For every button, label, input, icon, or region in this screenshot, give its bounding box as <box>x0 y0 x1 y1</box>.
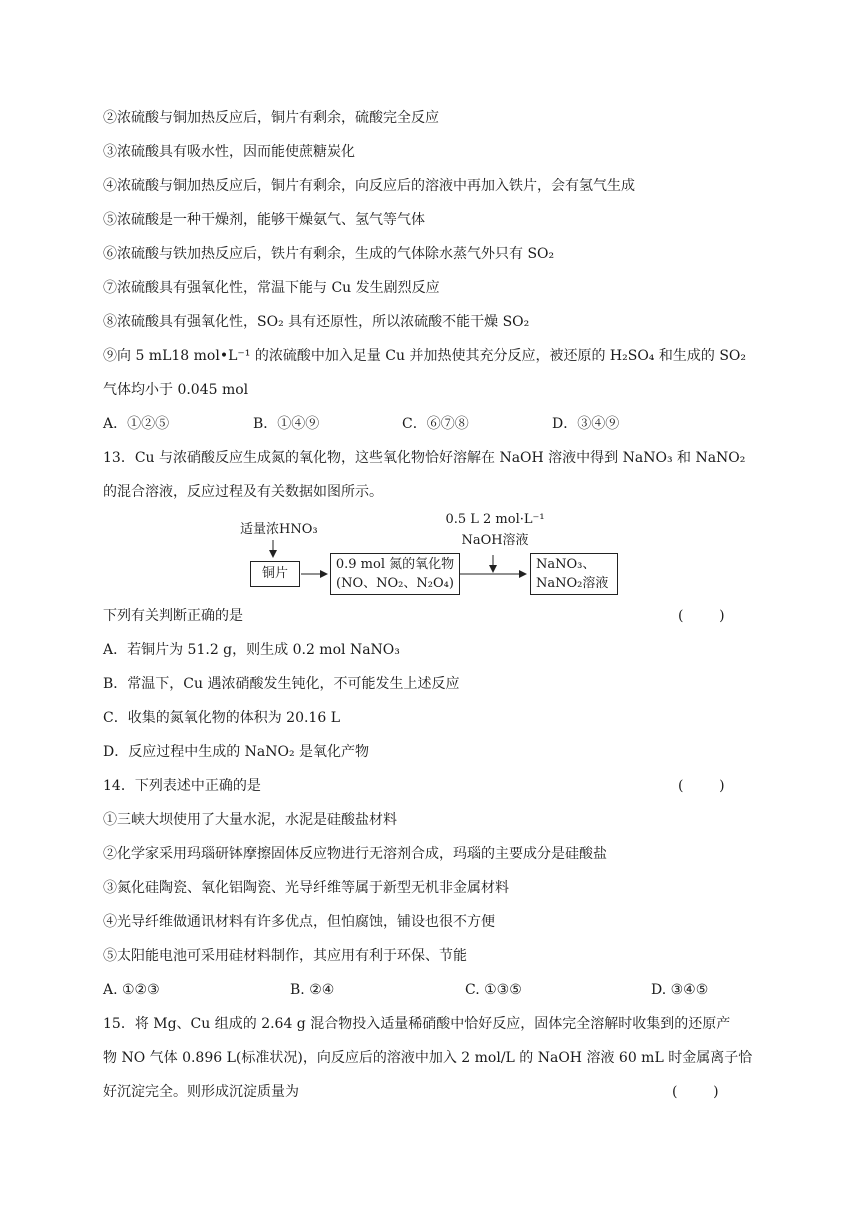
q13-option-d: D．反应过程中生成的 NaNO₂ 是氧化产物 <box>103 744 370 760</box>
q13-option-c: C．收集的氮氧化物的体积为 20.16 L <box>103 710 340 726</box>
q12-option-b: B．①④⑨ <box>253 416 320 432</box>
q12-item-3: ③浓硫酸具有吸水性，因而能使蔗糖炭化 <box>103 144 355 160</box>
q12-item-9-cont: 气体均小于 0.045 mol <box>103 382 249 398</box>
q14-option-b: B. ②④ <box>290 982 335 998</box>
oxides-box-line-1: 0.9 mol 氮的氧化物 <box>335 557 455 572</box>
q13-prompt: 下列有关判断正确的是 <box>103 608 243 624</box>
q13-option-b: B．常温下，Cu 遇浓硝酸发生钝化，不可能发生上述反应 <box>103 676 460 692</box>
q13-answer-paren: ( ) <box>678 608 725 624</box>
naoh-label-line-2: NaOH溶液 <box>461 533 529 548</box>
q13-flow-diagram <box>230 510 650 610</box>
q14-item-1: ①三峡大坝使用了大量水泥，水泥是硅酸盐材料 <box>103 812 397 828</box>
q12-item-8: ⑧浓硫酸具有强氧化性，SO₂ 具有还原性，所以浓硫酸不能干燥 SO₂ <box>103 314 530 330</box>
q14-item-5: ⑤太阳能电池可采用硅材料制作，其应用有利于环保、节能 <box>103 948 467 964</box>
products-box-line-2: NaNO₂溶液 <box>536 576 609 591</box>
q15-stem-line-3: 好沉淀完全。则形成沉淀质量为 <box>103 1084 299 1100</box>
q12-option-c: C．⑥⑦⑧ <box>402 416 469 432</box>
products-box <box>530 553 618 595</box>
q15-answer-paren: ( ) <box>672 1084 719 1100</box>
q12-item-9: ⑨向 5 mL18 mol•L⁻¹ 的浓硫酸中加入足量 Cu 并加热使其充分反应，被还原的 H₂SO₄ 和生成的 SO₂ <box>103 348 746 364</box>
naoh-label-line-1: 0.5 L 2 mol·L⁻¹ <box>445 512 545 527</box>
q14-option-c: C. ①③⑤ <box>465 982 522 998</box>
copper-box-label: 铜片 <box>261 566 288 581</box>
q13-stem-line-2: 的混合溶液，反应过程及有关数据如图所示。 <box>103 484 383 500</box>
q12-item-6: ⑥浓硫酸与铁加热反应后，铁片有剩余，生成的气体除水蒸气外只有 SO₂ <box>103 246 555 262</box>
q14-item-3: ③氮化硅陶瓷、氧化铝陶瓷、光导纤维等属于新型无机非金属材料 <box>103 880 509 896</box>
q14-answer-paren: ( ) <box>678 778 725 794</box>
q12-option-d: D．③④⑨ <box>552 416 620 432</box>
q14-option-a: A. ①②③ <box>103 982 160 998</box>
q14-option-d: D. ③④⑤ <box>651 982 709 998</box>
oxides-box <box>330 553 460 595</box>
copper-box <box>250 561 300 587</box>
reagent-hno3-label: 适量浓HNO₃ <box>240 522 318 537</box>
q13-stem-line-1: 13．Cu 与浓硝酸反应生成氮的氧化物，这些氧化物恰好溶解在 NaOH 溶液中得到 NaNO₃ 和 NaNO₂ <box>103 450 746 466</box>
q14-stem: 14．下列表述中正确的是 <box>103 778 261 794</box>
q15-stem-line-2: 物 NO 气体 0.896 L(标准状况)，向反应后的溶液中加入 2 mol/L 的 NaOH 溶液 60 mL 时金属离子恰 <box>103 1050 753 1066</box>
q12-item-7: ⑦浓硫酸具有强氧化性，常温下能与 Cu 发生剧烈反应 <box>103 280 440 296</box>
q14-item-2: ②化学家采用玛瑙研钵摩擦固体反应物进行无溶剂合成，玛瑙的主要成分是硅酸盐 <box>103 846 607 862</box>
q12-item-4: ④浓硫酸与铜加热反应后，铜片有剩余，向反应后的溶液中再加入铁片，会有氢气生成 <box>103 178 635 194</box>
q13-option-a: A．若铜片为 51.2 g，则生成 0.2 mol NaNO₃ <box>103 642 400 658</box>
q12-option-a: A．①②⑤ <box>103 416 170 432</box>
products-box-line-1: NaNO₃、 <box>536 557 596 572</box>
q12-item-2: ②浓硫酸与铜加热反应后，铜片有剩余，硫酸完全反应 <box>103 110 439 126</box>
q15-stem-line-1: 15．将 Mg、Cu 组成的 2.64 g 混合物投入适量稀硝酸中恰好反应，固体完全溶解时收集到的还原产 <box>103 1016 731 1032</box>
oxides-box-line-2: (NO、NO₂、N₂O₄) <box>336 576 454 591</box>
q12-item-5: ⑤浓硫酸是一种干燥剂，能够干燥氨气、氢气等气体 <box>103 212 425 228</box>
q14-item-4: ④光导纤维做通讯材料有许多优点，但怕腐蚀，铺设也很不方便 <box>103 914 495 930</box>
